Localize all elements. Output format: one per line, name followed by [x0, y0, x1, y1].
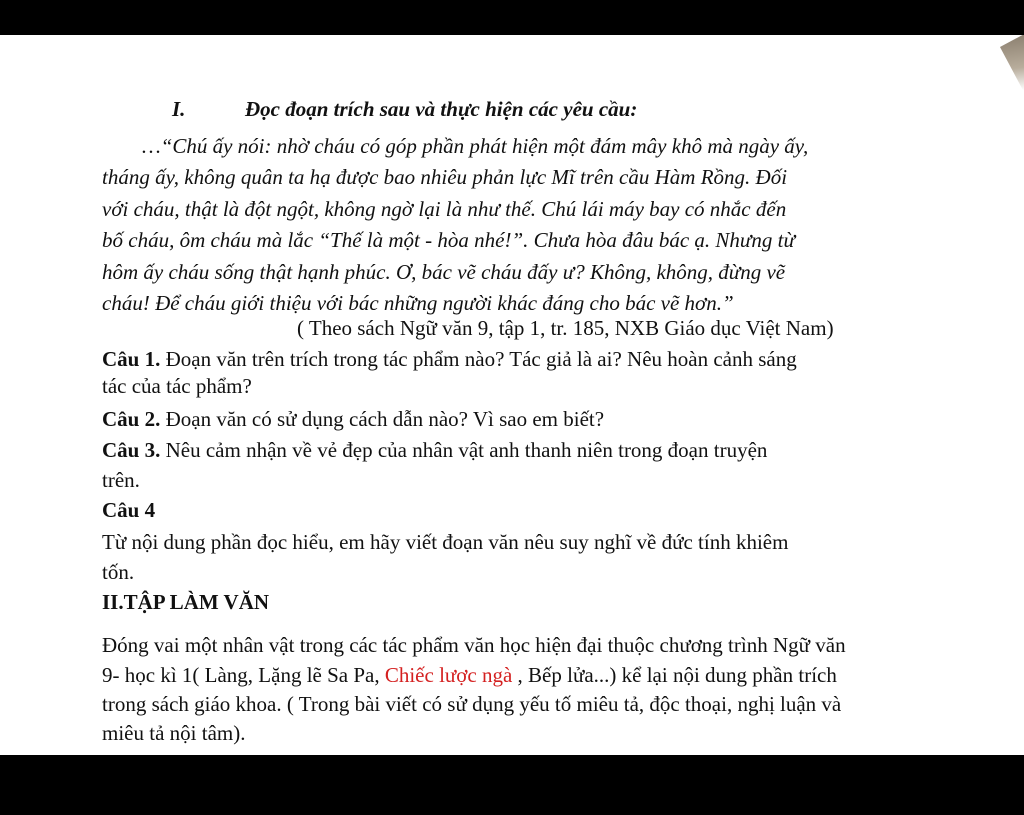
essay-prompt-line: miêu tả nội tâm). [102, 721, 246, 745]
question-label: Câu 1. [102, 347, 161, 371]
question-4-label: Câu 4 [102, 498, 156, 522]
section2-title: II.TẬP LÀM VĂN [102, 590, 270, 614]
question-text: Nêu cảm nhận về vẻ đẹp của nhân vật anh thanh niên trong đoạn truyện [160, 438, 768, 462]
question-label: Câu 2. [102, 407, 161, 431]
page-corner-fold [1000, 35, 1024, 109]
section1-title: Đọc đoạn trích sau và thực hiện các yêu cầu: [245, 97, 638, 121]
passage-line: …“Chú ấy nói: nhờ cháu có góp phần phát hiện một đám mây khô mà ngày ấy, [142, 134, 809, 158]
question-label: Câu 3. [102, 438, 161, 462]
question-4-continued: tốn. [102, 560, 135, 584]
question-3 [102, 437, 767, 463]
question-1-continued: tác của tác phẩm? [102, 374, 252, 398]
passage-line: hôm ấy cháu sống thật hạnh phúc. Ơ, bác vẽ cháu đấy ư? Không, không, đừng vẽ [102, 260, 786, 284]
passage-line: tháng ấy, không quân ta hạ được bao nhiêu phản lực Mĩ trên cầu Hàm Rồng. Đối [102, 165, 788, 189]
section1-numeral: I. [172, 97, 186, 121]
source-citation: ( Theo sách Ngữ văn 9, tập 1, tr. 185, NXB Giáo dục Việt Nam) [297, 316, 834, 340]
essay-prompt-line [102, 662, 837, 688]
question-4-text: Từ nội dung phần đọc hiểu, em hãy viết đoạn văn nêu suy nghĩ về đức tính khiêm [102, 530, 789, 554]
document-page [0, 35, 1024, 755]
passage-line: bố cháu, ôm cháu mà lắc “Thế là một - hòa nhé!”. Chưa hòa đâu bác ạ. Nhưng từ [102, 228, 795, 252]
essay-prompt-text: , Bếp lửa...) kể lại nội dung phần trích [512, 663, 837, 687]
question-text: Đoạn văn có sử dụng cách dẫn nào? Vì sao em biết? [160, 407, 605, 431]
essay-prompt-text: 9- học kì 1( Làng, Lặng lẽ Sa Pa, [102, 663, 385, 687]
essay-prompt-line: Đóng vai một nhân vật trong các tác phẩm văn học hiện đại thuộc chương trình Ngữ văn [102, 633, 846, 657]
passage-line: cháu! Để cháu giới thiệu với bác những người khác đáng cho bác vẽ hơn.” [102, 291, 734, 315]
passage-line: với cháu, thật là đột ngột, không ngờ lại là như thế. Chú lái máy bay có nhắc đến [102, 197, 787, 221]
question-1 [102, 346, 797, 372]
highlighted-title: Chiếc lược ngà [384, 663, 513, 687]
question-text: Đoạn văn trên trích trong tác phẩm nào? Tác giả là ai? Nêu hoàn cảnh sáng [160, 347, 797, 371]
essay-prompt-line: trong sách giáo khoa. ( Trong bài viết có sử dụng yếu tố miêu tả, độc thoại, nghị luận và [102, 692, 842, 716]
question-2 [102, 406, 604, 432]
question-3-continued: trên. [102, 468, 140, 492]
